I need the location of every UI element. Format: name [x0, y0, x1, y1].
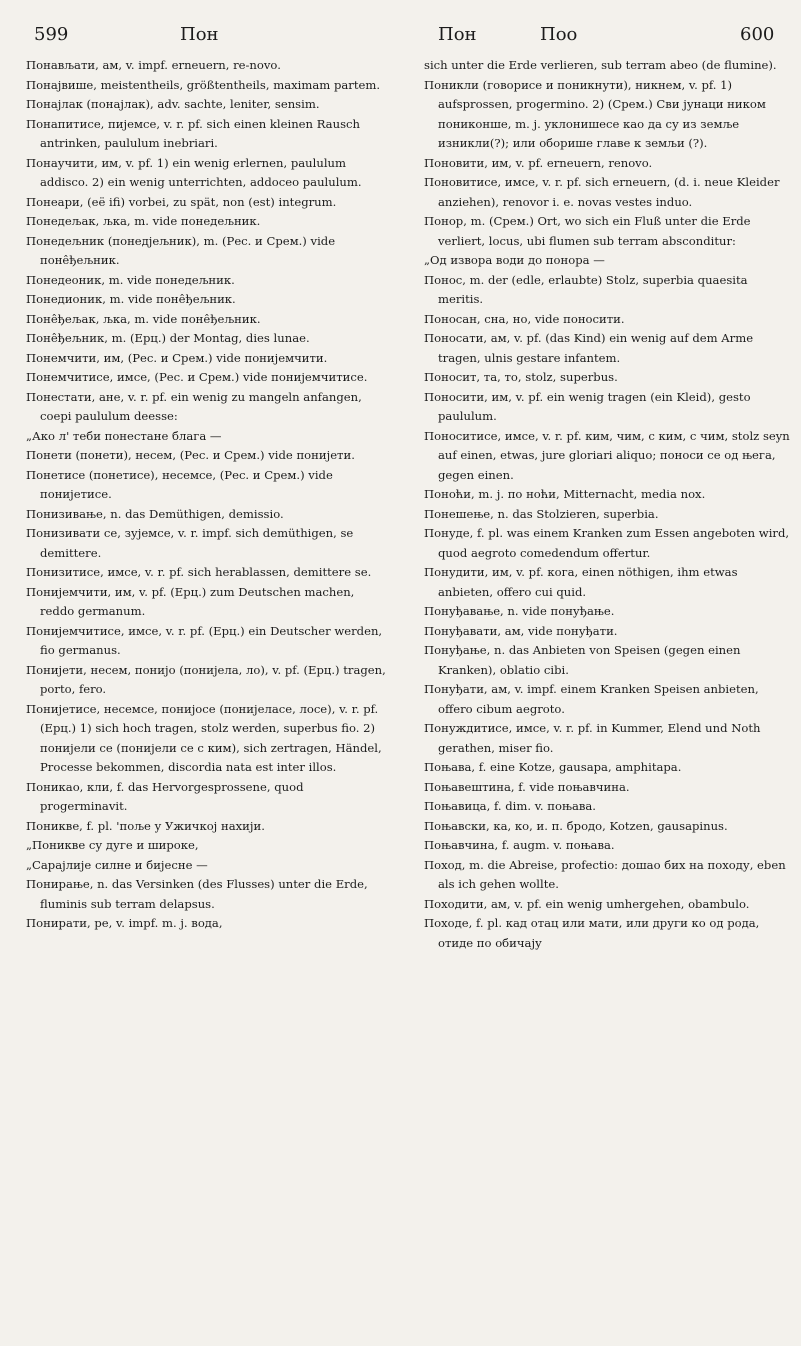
dictionary-entry: Поновити, им, v. pf. erneuern, renovo. [424, 155, 653, 170]
running-head-right-last: Поо [540, 24, 578, 45]
dictionary-entry: Поњавештина, f. vide поњавчина. [424, 779, 630, 794]
dictionary-entry: Понуђати, ам, v. impf. einem Kranken Speisen anbieten, offero cibum aegroto. [424, 682, 759, 716]
dictionary-entry: Понијемчити, им, v. pf. (Ерц.) zum Deutschen machen, reddo germanum. [26, 584, 355, 618]
dictionary-entry: Понапитисе, пијемсе, v. r. pf. sich einen kleinen Rausch antrinken, paululum inebriari. [26, 116, 360, 150]
dictionary-entry: Понизитисе, имсе, v. r. pf. sich herablassen, demittere se. [26, 565, 372, 579]
dictionary-entry: Понудити, им, v. pf. кога, einen nöthigen, ihm etwas anbieten, offero cui quid. [424, 565, 738, 599]
dictionary-entry: Поход, m. die Abreise, profectio: дошао бих на походу, eben als ich gehen wollte. [424, 857, 786, 891]
dictionary-entry: Поникве, f. pl. 'поље у Ужичкој нахији. [26, 818, 265, 833]
dictionary-entry: Понаучити, им, v. pf. 1) ein wenig erlernen, paululum addisco. 2) ein wenig unterrichten, addoceo paululum. [26, 155, 362, 189]
dictionary-entry: Понедељник (понедјељник), m. (Рес. и Срем.) vide поне̂ђељник. [26, 233, 336, 267]
dictionary-entry: Поносит, та, то, stolz, superbus. [424, 370, 618, 384]
dictionary-entry: Понедељак, љка, m. vide понедељник. [26, 214, 261, 228]
dictionary-entry: Понор, m. (Срем.) Ort, wo sich ein Fluß unter die Erde verliert, locus, ubi flumen sub terram absconditur: [424, 214, 751, 248]
dictionary-entry: Понедионик, m. vide поне̂ђељник. [26, 292, 236, 306]
dictionary-entry: Поноситисе, имсе, v. r. pf. ким, чим, с ким, с чим, stolz seyn auf einen, etwas, jure gloriari aliquo; поноси се од њега, gegen einen. [424, 428, 790, 482]
dictionary-entry: Поносати, ам, v. pf. (das Kind) ein wenig auf dem Arme tragen, ulnis gestare infantem. [424, 331, 754, 365]
dictionary-entry: Поникли (говорисе и поникнути), никнем, v. pf. 1) aufsprossen, progermino. 2) (Срем.) Сви јунаци ником пониконше, m. j. уклонишесе као да су из земље изникли(?); или оборише главе к земљи (?). [424, 77, 766, 150]
dictionary-entry: Понуждитисе, имсе, v. r. pf. in Kummer, Elend und Noth gerathen, miser fio. [424, 721, 761, 755]
running-head-right-first: Пон [438, 24, 477, 45]
dictionary-entry: Понеари, (её ifi) vorbei, zu spät, non (est) integrum. [26, 194, 337, 209]
dictionary-entry: Понирање, n. das Versinken (des Flusses) unter die Erde, fluminis sub terram delapsus. [26, 877, 368, 911]
dictionary-entry: Понајлак (понајлак), adv. sachte, leniter, sensim. [26, 97, 320, 111]
dictionary-entry: Поњавица, f. dim. v. поњава. [424, 799, 596, 813]
dictionary-entry: Понетисе (понетисе), несемсе, (Рес. и Срем.) vide понијетисе. [26, 467, 333, 501]
right-column [424, 56, 792, 1338]
dictionary-entry: Понизивање, n. das Demüthigen, demissio. [26, 506, 284, 521]
dictionary-entry: Походити, ам, v. pf. ein wenig umhergehen, obambulo. [424, 896, 750, 911]
running-head-left: Пон [180, 24, 219, 45]
left-column [26, 56, 386, 1338]
dictionary-entry: Поне̂ђељак, љка, m. vide поне̂ђељник. [26, 311, 261, 326]
dictionary-entry: Поњавчина, f. augm. v. поњава. [424, 838, 615, 852]
dictionary-entry: Понуђавање, n. vide понуђање. [424, 604, 615, 618]
dictionary-entry: Понос, m. der (edle, erlaubte) Stolz, superbia quaesita meritis. [424, 272, 748, 306]
dictionary-entry: Походе, f. pl. кад отац или мати, или други ко од рода, отиде по обичају [424, 916, 760, 950]
dictionary-entry: Понети (понети), несем, (Рес. и Срем.) vide понијети. [26, 448, 355, 462]
dictionary-entry: Понуђавати, ам, vide понуђати. [424, 623, 618, 638]
dictionary-entry: Понедеоник, m. vide понедељник. [26, 272, 235, 287]
dictionary-entry: Поновитисе, имсе, v. r. pf. sich erneuern, (d. i. neue Kleider anziehen), renovor i. e. novas vestes induo. [424, 175, 780, 209]
dictionary-entry: sich unter die Erde verlieren, sub terram abeo (de flumine). [424, 58, 777, 72]
dictionary-entry: Понизивати се, зујемсе, v. r. impf. sich demüthigen, se demittere. [26, 526, 354, 560]
dictionary-entry: „Ако л' теби понестане блага — [26, 428, 222, 443]
dictionary-entry: Понијетисе, несемсе, понијосе (понијеласе, лосе), v. r. pf. (Ерц.) 1) sich hoch tragen, stolz werden, superbus fio. 2) понијели се (понијели се с ким), sich zertragen, Händel, Processe bekommen, discordia nata est inter illos. [26, 701, 382, 774]
dictionary-entry: Понестати, ане, v. r. pf. ein wenig zu mangeln anfangen, coepi paululum deesse: [26, 389, 362, 423]
dictionary-entry: Поњавски, ка, ко, и. п. бродо, Kotzen, gausapinus. [424, 818, 728, 833]
dictionary-entry: Поне̂ђељник, m. (Ерц.) der Montag, dies lunae. [26, 331, 310, 345]
dictionary-entry: Понијемчитисе, имсе, v. r. pf. (Ерц.) ein Deutscher werden, fio germanus. [26, 623, 383, 657]
dictionary-entry: Понемчити, им, (Рес. и Срем.) vide понијемчити. [26, 350, 328, 365]
dictionary-entry: Поносити, им, v. pf. ein wenig tragen (ein Kleid), gesto paululum. [424, 389, 751, 423]
dictionary-entry: „Поникве су дуге и широке, [26, 838, 199, 852]
page-header [0, 8, 801, 48]
page-number-right: 600 [740, 24, 775, 45]
dictionary-entry: Поњава, f. eine Kotze, gausapa, amphitapa. [424, 760, 682, 774]
dictionary-entry: Поносан, сна, но, vide поносити. [424, 311, 625, 326]
dictionary-entry: Понијети, несем, понијо (понијела, ло), v. pf. (Ерц.) tragen, porto, fero. [26, 662, 386, 696]
dictionary-entry: Понешење, n. das Stolzieren, superbia. [424, 506, 659, 521]
dictionary-entry: Понајвише, meistentheils, größtentheils, maximam partem. [26, 77, 381, 92]
dictionary-entry: Поникао, кли, f. das Hervorgesprossene, quod progerminavit. [26, 779, 304, 813]
dictionary-entry: Понуђање, n. das Anbieten von Speisen (gegen einen Kranken), oblatio cibi. [424, 643, 741, 677]
page-number-left: 599 [34, 24, 69, 45]
dictionary-entry: Понављати, ам, v. impf. erneuern, re-novo. [26, 58, 281, 72]
dictionary-entry: Понирати, ре, v. impf. m. j. вода, [26, 916, 223, 930]
dictionary-entry: Поноћи, m. j. по ноћи, Mitternacht, media nox. [424, 487, 706, 501]
dictionary-entry: „Сарајлије силне и бијесне — [26, 857, 208, 872]
dictionary-entry: Понуде, f. pl. was einem Kranken zum Essen angeboten wird, quod aegroto comedendum offertur. [424, 526, 790, 560]
dictionary-entry: Понемчитисе, имсе, (Рес. и Срем.) vide понијемчитисе. [26, 370, 368, 384]
dictionary-entry: „Од извора води до понора — [424, 253, 605, 267]
